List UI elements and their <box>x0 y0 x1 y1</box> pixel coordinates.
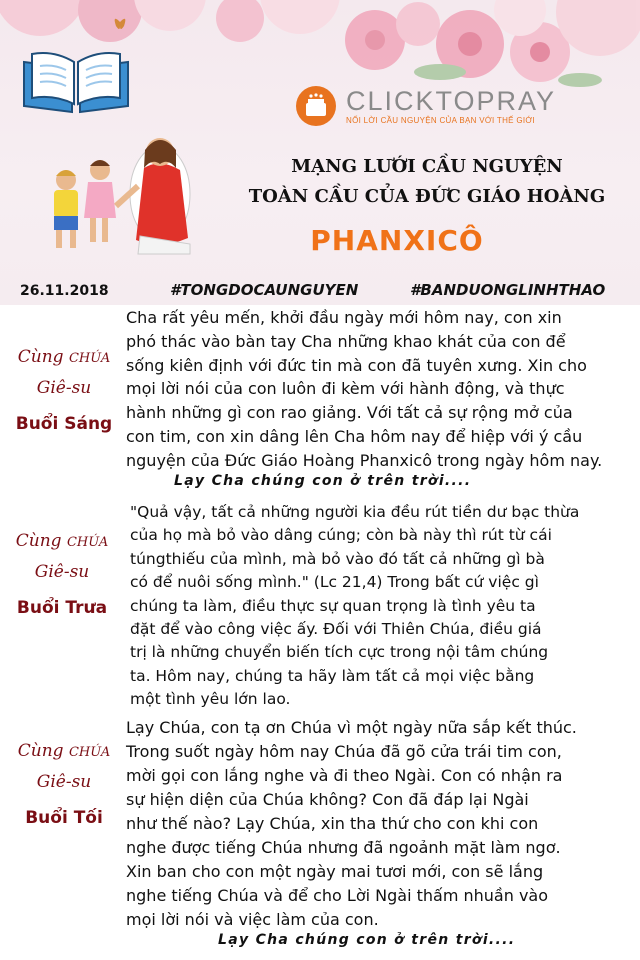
logo-name: CLICKTOPRAY <box>346 86 557 116</box>
side-word-chua: CHÚA <box>68 745 111 760</box>
section-title: Buổi Tối <box>25 808 103 828</box>
text-line: Trong suốt ngày hôm nay Chúa đã gõ cửa trái tim con, <box>126 742 562 761</box>
side-line-2: Giê-su <box>34 562 90 582</box>
text-line: có để nuôi sống mình." (Lc 21,4) Trong bất cứ việc gì <box>130 573 539 592</box>
text-line: Cha rất yêu mến, khởi đầu ngày mới hôm nay, con xin <box>126 308 562 327</box>
text-line: của họ mà bỏ vào dâng cúng; còn bà này thì rút từ cái <box>130 526 552 545</box>
clicktopray-logo-icon <box>296 86 336 126</box>
text-line: phó thác vào bàn tay Cha những khao khát của con để <box>126 331 566 351</box>
clicktopray-logo <box>296 84 616 128</box>
text-line: một tình yêu lớn lao. <box>130 690 291 709</box>
text-line: chúng ta làm, điều thực sự quan trọng là tình yêu ta <box>130 596 536 615</box>
noon-prayer-text <box>130 501 579 712</box>
text-line: ta. Hôm nay, chúng ta hãy làm tất cả mọi việc bằng <box>130 666 535 685</box>
text-line: hành những gì con rao giảng. Với tất cả sự rộng mở của <box>126 403 573 423</box>
side-word-chua: CHÚA <box>68 351 111 366</box>
side-line-2: Giê-su <box>36 378 92 398</box>
side-word-cung: Cùng <box>17 347 64 367</box>
side-line-1 <box>6 530 118 554</box>
section-label-morning <box>8 346 120 434</box>
section-label-evening <box>8 740 120 828</box>
header-banner <box>0 0 640 305</box>
evening-prayer-text <box>126 716 577 932</box>
side-line-1 <box>8 346 120 370</box>
closing-prayer: Lạy Cha chúng con ở trên trời.... <box>218 932 516 948</box>
title-line-2: TOÀN CẦU CỦA ĐỨC GIÁO HOÀNG <box>248 186 606 207</box>
morning-prayer-text <box>126 306 602 473</box>
title-line-1: MẠNG LƯỚI CẦU NGUYỆN <box>291 156 563 177</box>
side-line-1 <box>8 740 120 764</box>
jesus-with-children-illustration <box>40 128 210 256</box>
section-title: Buổi Trưa <box>16 598 108 618</box>
text-line: trị là những chuyển biến tích cực trong nội tâm chúng <box>130 643 549 662</box>
pope-name: PHANXICÔ <box>310 224 484 257</box>
text-line: nguyện của Đức Giáo Hoàng Phanxicô trong ngày hôm nay. <box>126 450 603 470</box>
hashtag-banduonglinhthao: #BANDUONGLINHTHAO <box>410 281 606 299</box>
logo-tagline: NỐI LỜI CẦU NGUYỆN CỦA BẠN VỚI THẾ GIỚI <box>346 116 536 125</box>
hashtag-tongdocaunguyen: #TONGDOCAUNGUYEN <box>170 281 359 299</box>
text-line: như thế nào? Lạy Chúa, xin tha thứ cho con khi con <box>126 814 539 833</box>
date-label: 26.11.2018 <box>20 283 109 299</box>
text-line: Xin ban cho con một ngày mai tươi mới, con sẽ lắng <box>126 862 544 881</box>
text-line: đặt để vào công việc ấy. Đối với Thiên Chúa, điều giá <box>130 620 542 639</box>
text-line: con tim, con xin dâng lên Cha hôm nay để hiệp với ý cầu <box>126 426 583 446</box>
closing-prayer: Lạy Cha chúng con ở trên trời.... <box>174 473 472 489</box>
text-line: Lạy Chúa, con tạ ơn Chúa vì một ngày nữa sắp kết thúc. <box>126 718 577 737</box>
text-line: sự hiện diện của Chúa không? Con đã đáp lại Ngài <box>126 790 529 809</box>
text-line: nghe tiếng Chúa và để cho Lời Ngài thấm nhuần vào <box>126 886 549 905</box>
text-line: mời gọi con lắng nghe và đi theo Ngài. Con có nhận ra <box>126 766 563 785</box>
text-line: mọi lời nói của con luôn đi kèm với hành động, và thực <box>126 379 565 399</box>
text-line: sống kiên định với đức tin mà con đã tuyên xưng. Xin cho <box>126 355 587 375</box>
text-line: nghe được tiếng Chúa nhưng đã ngoảnh mặt làm ngơ. <box>126 838 561 857</box>
side-word-cung: Cùng <box>17 741 64 761</box>
text-line: mọi lời nói và việc làm của con. <box>126 910 379 929</box>
side-word-chua: CHÚA <box>66 535 109 550</box>
section-label-noon <box>6 530 118 618</box>
section-title: Buổi Sáng <box>15 414 113 434</box>
book-icon <box>20 48 132 116</box>
side-line-2: Giê-su <box>36 772 92 792</box>
text-line: "Quả vậy, tất cả những người kia đều rút tiền dư bạc thừa <box>130 503 580 521</box>
side-word-cung: Cùng <box>15 531 62 551</box>
text-line: túngthiếu của mình, mà bỏ vào đó tất cả những gì bà <box>130 549 545 568</box>
